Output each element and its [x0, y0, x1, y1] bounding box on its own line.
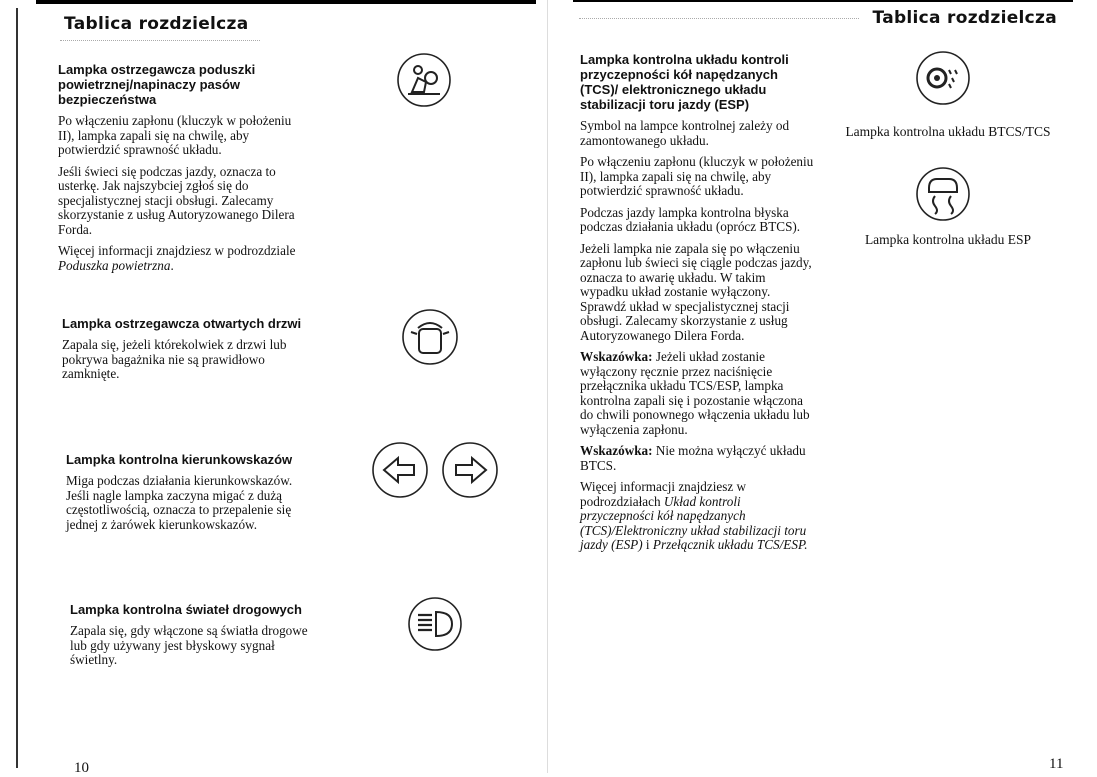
- section-turn-signals: [66, 452, 316, 539]
- section-title: Lampka kontrolna układu kontroli przyczepności kół napędzanych (TCS)/ elektronicznego układu stabilizacji toru jazdy (ESP): [580, 52, 789, 112]
- page-number: 10: [74, 760, 89, 776]
- section-title: Lampka ostrzegawcza otwartych drzwi: [62, 316, 302, 331]
- header-rule: [573, 0, 1073, 2]
- section-title: Lampka kontrolna świateł drogowych: [70, 602, 302, 617]
- high-beam-icon: [406, 596, 464, 652]
- page-header-right: Tablica rozdzielcza: [872, 8, 1057, 28]
- section-airbag: [58, 62, 298, 280]
- right-page: [549, 0, 1097, 773]
- section-tcs-esp: [580, 52, 816, 560]
- section-door-open: [62, 316, 302, 389]
- caption-btcs-tcs: Lampka kontrolna układu BTCS/TCS: [845, 124, 1051, 139]
- paragraph: Podczas jazdy lampka kontrolna błyska podczas działania układu (oprócz BTCS).: [580, 204, 801, 234]
- turn-right-icon: [440, 440, 500, 500]
- btcs-tcs-icon: [915, 50, 971, 106]
- header-rule: [36, 0, 536, 4]
- paragraph: Symbol na lampce kontrolnej zależy od zamontowanego układu.: [580, 118, 790, 148]
- caption-esp: Lampka kontrolna układu ESP: [864, 232, 1032, 247]
- paragraph: Miga podczas działania kierunkowskazów. Jeśli nagle lampka zaczyna migać z dużą częstotliwością, oznacza to przepalenie się jednej z żarówek kierunkowskazów.: [66, 473, 293, 532]
- paragraph: Jeśli świeci się podczas jazdy, oznacza to usterkę. Jak najszybciej zgłoś się do specjalistycznej stacji obsługi. Zalecamy skorzystanie z usług Autoryzowanego Dilera Forda.: [58, 163, 295, 237]
- paragraph: Więcej informacji znajdziesz w podrozdziale Poduszka powietrzna.: [58, 243, 296, 273]
- note: Wskazówka: Nie można wyłączyć układu BTCS.: [580, 443, 806, 473]
- section-high-beam: [70, 602, 310, 675]
- paragraph: Po włączeniu zapłonu (kluczyk w położeniu II), lampka zapali się na chwilę, aby potwierdzić sprawność układu.: [58, 113, 292, 157]
- paragraph: Zapala się, gdy włączone są światła drogowe lub gdy używany jest błyskowy sygnał świetlny.: [70, 623, 308, 667]
- esp-icon: [915, 166, 971, 222]
- left-page: [0, 0, 548, 776]
- cross-reference: Układ kontroli przyczepności kół napędzanych (TCS)/Elektroniczny układ stabilizacji toru jazdy (ESP): [580, 493, 807, 552]
- paragraph: Więcej informacji znajdziesz w podrozdziałach Układ kontroli przyczepności kół napędzanych (TCS)/Elektroniczny układ stabilizacji toru jazdy (ESP) i Przełącznik układu TCS/ESP.: [580, 479, 808, 552]
- page-edge: [16, 8, 18, 768]
- airbag-warning-icon: [396, 52, 452, 108]
- page-number: 11: [1049, 756, 1064, 772]
- header-underline: [60, 40, 260, 42]
- page-fold: [547, 0, 548, 773]
- section-title: Lampka kontrolna kierunkowskazów: [66, 452, 293, 467]
- note: Wskazówka: Jeżeli układ zostanie wyłączony ręcznie przez naciśnięcie przełącznika układu TCS/ESP, lampka kontrolna zapali się i pozostanie włączona do chwili ponownego włączenia układu lub wyłączenia zapłonu.: [580, 349, 810, 437]
- section-title: Lampka ostrzegawcza poduszki powietrznej/napinaczy pasów bezpieczeństwa: [58, 62, 256, 107]
- paragraph: Zapala się, jeżeli którekolwiek z drzwi lub pokrywa bagażnika nie są prawidłowo zamknięte.: [62, 337, 287, 381]
- page-header-left: Tablica rozdzielcza: [64, 14, 249, 34]
- turn-left-icon: [370, 440, 430, 500]
- cross-reference: Przełącznik układu TCS/ESP.: [652, 537, 808, 552]
- header-line: [579, 18, 859, 20]
- cross-reference: Poduszka powietrzna: [58, 257, 171, 273]
- door-open-icon: [400, 308, 460, 366]
- paragraph: Jeżeli lampka nie zapala się po włączeniu zapłonu lub świeci się ciągle podczas jazdy, oznacza to awarię układu. W takim wypadku układ zostanie wyłączony. Sprawdź układ w specjalistycznej stacji obsługi. Zalecamy skorzystanie z usług Autoryzowanego Dilera Forda.: [580, 240, 812, 343]
- paragraph: Po włączeniu zapłonu (kluczyk w położeniu II), lampka zapali się na chwilę, aby potwierdzić sprawność układu.: [580, 154, 814, 198]
